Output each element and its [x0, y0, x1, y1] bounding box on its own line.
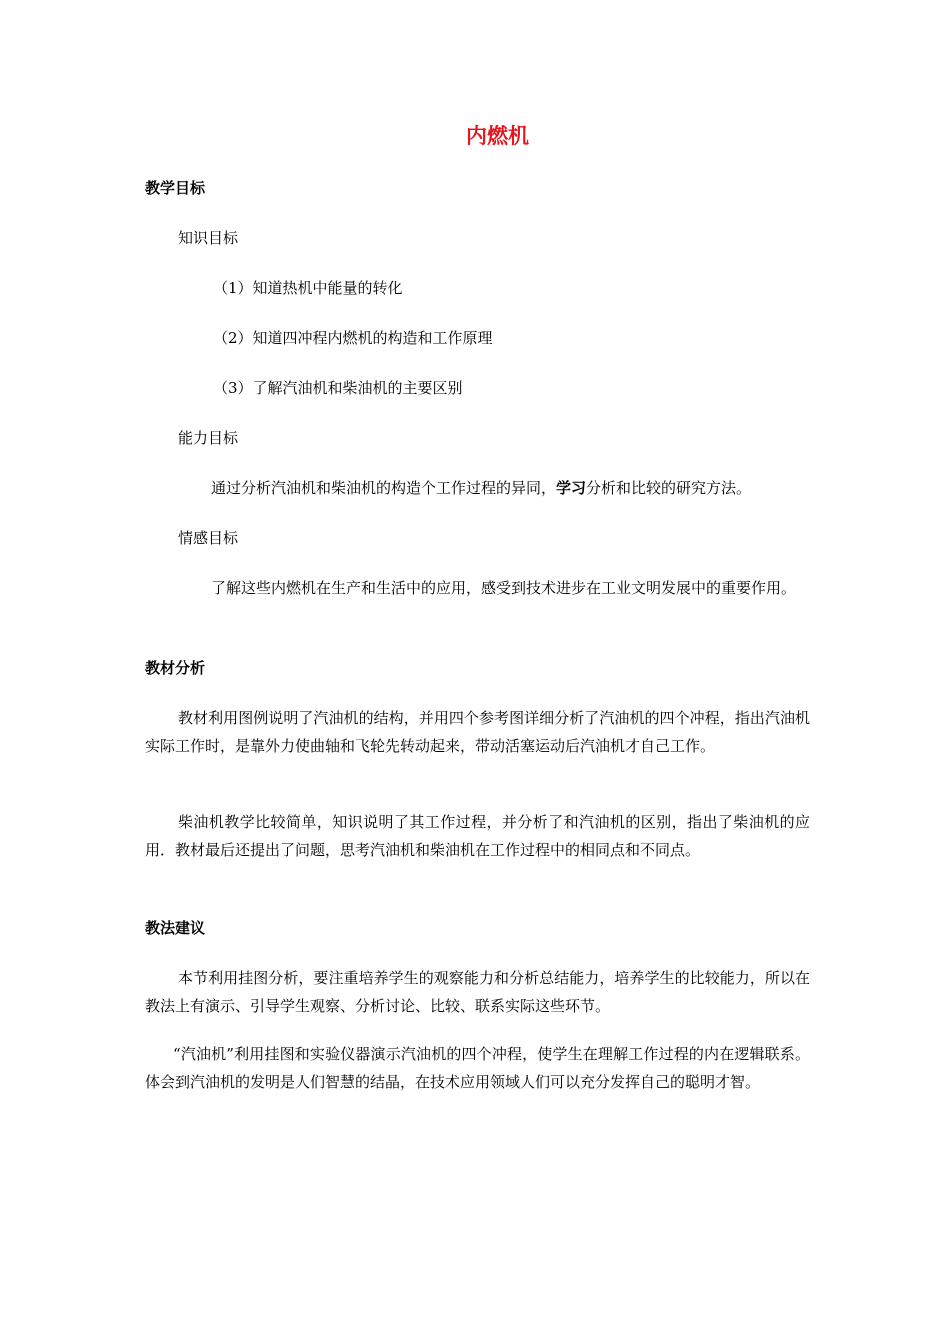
- method-paragraph-2: “汽油机”利用挂图和实验仪器演示汽油机的四个冲程，使学生在理解工作过程的内在逻辑联系。体会到汽油机的发明是人们智慧的结晶，在技术应用领域人们可以充分发挥自己的聪明才智。: [145, 1045, 810, 1091]
- section-heading-goals: 教学目标: [145, 179, 206, 197]
- ability-text-after: 分析和比较的研究方法。: [586, 479, 752, 497]
- ability-text-bold: 学习: [556, 479, 587, 497]
- analysis-paragraph-2: 柴油机教学比较简单，知识说明了其工作过程，并分析了和汽油机的区别，指出了柴油机的应用．教材最后还提出了问题，思考汽油机和柴油机在工作过程中的相同点和不同点。: [145, 813, 810, 859]
- method-paragraph-1: 本节利用挂图分析，要注重培养学生的观察能力和分析总结能力，培养学生的比较能力，所以在教法上有演示、引导学生观察、分析讨论、比较、联系实际这些环节。: [145, 969, 810, 1015]
- page-title: 内燃机: [466, 124, 529, 148]
- analysis-paragraph-1: 教材利用图例说明了汽油机的结构，并用四个参考图详细分析了汽油机的四个冲程，指出汽油机实际工作时，是靠外力使曲轴和飞轮先转动起来，带动活塞运动后汽油机才自己工作。: [145, 709, 810, 755]
- knowledge-goals-label: 知识目标: [178, 229, 239, 247]
- knowledge-item-3: （3）了解汽油机和柴油机的主要区别: [213, 379, 463, 397]
- ability-goals-text: [145, 474, 825, 502]
- ability-goals-label: 能力目标: [178, 429, 239, 447]
- section-heading-method: 教法建议: [145, 919, 206, 937]
- section-heading-analysis: 教材分析: [145, 659, 206, 677]
- knowledge-item-1: （1）知道热机中能量的转化: [213, 279, 403, 297]
- ability-text-before: 通过分析汽油机和柴油机的构造个工作过程的异同，: [211, 479, 557, 497]
- emotion-goals-text: 了解这些内燃机在生产和生活中的应用，感受到技术进步在工业文明发展中的重要作用。: [211, 579, 797, 597]
- knowledge-item-2: （2）知道四冲程内燃机的构造和工作原理: [213, 329, 493, 347]
- emotion-goals-label: 情感目标: [178, 529, 239, 547]
